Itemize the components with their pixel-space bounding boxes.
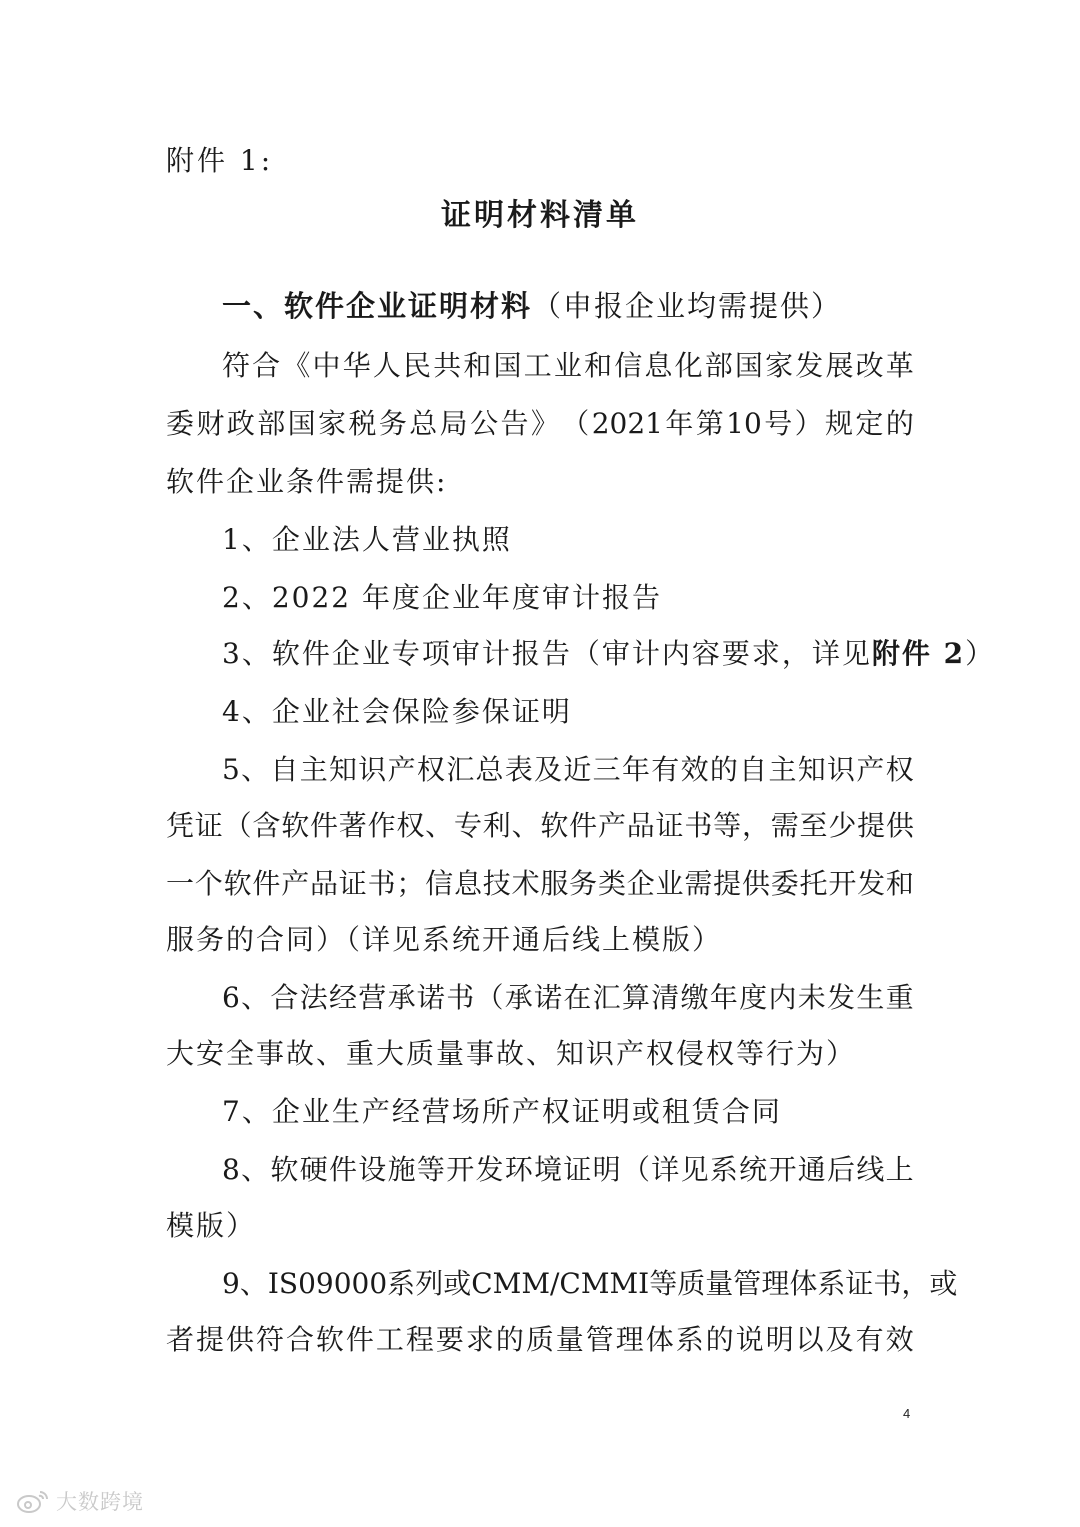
glyph: 以 xyxy=(795,1323,824,1356)
glyph: 作 xyxy=(367,809,396,842)
glyph: 线 xyxy=(856,1153,885,1186)
glyph: ） xyxy=(794,407,823,440)
glyph: 等 xyxy=(416,1153,445,1186)
glyph: 件 xyxy=(569,809,598,842)
glyph: 营 xyxy=(358,981,387,1014)
glyph: 国 xyxy=(734,349,763,382)
glyph: 凭 xyxy=(166,809,195,842)
glyph: 经 xyxy=(329,981,358,1014)
glyph: 品 xyxy=(626,809,655,842)
glyph: 符 xyxy=(222,349,251,382)
glyph: 后 xyxy=(827,1153,856,1186)
glyph: 2021 xyxy=(591,407,663,440)
glyph: ， xyxy=(901,1267,930,1300)
glyph: 权 xyxy=(885,753,914,786)
watermark xyxy=(16,1486,144,1516)
glyph: 施 xyxy=(387,1153,416,1186)
list-item-3 xyxy=(222,634,995,674)
glyph: 或 xyxy=(929,1267,958,1300)
glyph: 法 xyxy=(299,981,328,1014)
glyph: 业 xyxy=(553,349,582,382)
glyph: 和 xyxy=(463,349,492,382)
glyph: 境 xyxy=(534,1153,563,1186)
glyph: 或 xyxy=(443,1267,472,1300)
glyph: 供 xyxy=(885,809,914,842)
glyph: 书 xyxy=(873,1267,902,1300)
glyph: 等 xyxy=(713,809,742,842)
glyph: 民 xyxy=(403,349,432,382)
glyph: 列 xyxy=(415,1267,444,1300)
glyph: 产 xyxy=(387,753,416,786)
glyph: 华 xyxy=(342,349,371,382)
glyph: 财 xyxy=(196,407,225,440)
glyph: 在 xyxy=(563,981,592,1014)
glyph: 托 xyxy=(799,867,828,900)
glyph: 局 xyxy=(439,407,468,440)
glyph: 件 xyxy=(309,809,338,842)
glyph: IS09000 xyxy=(267,1267,388,1300)
section-heading-note: （申报企业均需提供） xyxy=(532,289,843,323)
glyph: 定 xyxy=(855,407,884,440)
glyph: （ xyxy=(621,1153,650,1186)
glyph: 产 xyxy=(597,809,626,842)
glyph: 一 xyxy=(166,867,195,900)
glyph: 质 xyxy=(525,1323,554,1356)
glyph: 息 xyxy=(453,867,482,900)
glyph: 务 xyxy=(378,407,407,440)
glyph: 未 xyxy=(797,981,826,1014)
glyph: 技 xyxy=(482,867,511,900)
glyph: 、 xyxy=(239,1267,268,1300)
glyph: 要 xyxy=(435,1323,464,1356)
glyph: 、 xyxy=(241,1153,270,1186)
glyph: 生 xyxy=(856,981,885,1014)
glyph: 、 xyxy=(241,981,270,1014)
glyph: 部 xyxy=(704,349,733,382)
glyph: 详 xyxy=(651,1153,680,1186)
glyph: 清 xyxy=(651,981,680,1014)
glyph: 产 xyxy=(281,867,310,900)
glyph: 《 xyxy=(282,349,311,382)
glyph: 和 xyxy=(885,867,914,900)
glyph: 管 xyxy=(585,1323,614,1356)
glyph: 、 xyxy=(241,753,270,786)
glyph: 知 xyxy=(797,753,826,786)
glyph: 识 xyxy=(827,753,856,786)
glyph: 工 xyxy=(523,349,552,382)
glyph: 承 xyxy=(504,981,533,1014)
glyph: 诺 xyxy=(534,981,563,1014)
glyph: 委 xyxy=(770,867,799,900)
glyph: ； xyxy=(396,867,425,900)
glyph: 及 xyxy=(825,1323,854,1356)
glyph: 权 xyxy=(396,809,425,842)
list-item-6-line: 大安全事故、重大质量事故、知识产权侵权等行为） xyxy=(166,1037,857,1070)
glyph: 税 xyxy=(348,407,377,440)
glyph: 利 xyxy=(482,809,511,842)
list-item-3-suffix: ） xyxy=(965,637,996,670)
glyph: 软 xyxy=(270,1153,299,1186)
glyph: 理 xyxy=(761,1267,790,1300)
list-item-5-line xyxy=(222,750,914,790)
list-item-6-line xyxy=(222,978,914,1018)
glyph: 程 xyxy=(405,1323,434,1356)
glyph: 展 xyxy=(825,349,854,382)
glyph: 量 xyxy=(555,1323,584,1356)
glyph: 个 xyxy=(194,867,223,900)
glyph: 件 xyxy=(252,867,281,900)
glyph: 系 xyxy=(817,1267,846,1300)
section-heading xyxy=(222,286,842,326)
glyph: 发 xyxy=(795,349,824,382)
intro-line xyxy=(166,404,914,444)
glyph: 统 xyxy=(739,1153,768,1186)
glyph: 类 xyxy=(597,867,626,900)
glyph: 部 xyxy=(257,407,286,440)
glyph: 开 xyxy=(768,1153,797,1186)
glyph: （ xyxy=(561,407,590,440)
list-item-5-line xyxy=(166,806,914,846)
glyph: 信 xyxy=(614,349,643,382)
glyph: 的 xyxy=(495,1323,524,1356)
glyph: 证 xyxy=(845,1267,874,1300)
glyph: 的 xyxy=(885,407,914,440)
glyph: 近 xyxy=(563,753,592,786)
list-item-8-line: 模版） xyxy=(166,1209,257,1242)
glyph: 硬 xyxy=(299,1153,328,1186)
glyph: 量 xyxy=(705,1267,734,1300)
glyph: 明 xyxy=(592,1153,621,1186)
glyph: 系 xyxy=(675,1323,704,1356)
glyph: 、 xyxy=(425,809,454,842)
list-item-8-line xyxy=(222,1150,914,1190)
glyph: 说 xyxy=(735,1323,764,1356)
glyph: 证 xyxy=(655,809,684,842)
attachment-2-reference: 附件 2 xyxy=(871,637,966,670)
glyph: 书 xyxy=(446,981,475,1014)
glyph: 9 xyxy=(222,1267,240,1300)
list-item-9-line xyxy=(222,1264,958,1304)
glyph: 度 xyxy=(739,981,768,1014)
glyph: 8 xyxy=(222,1153,240,1186)
glyph: 及 xyxy=(534,753,563,786)
list-item-3-text: 3、软件企业专项审计报告（审计内容要求，详见 xyxy=(222,637,872,670)
glyph: 合 xyxy=(252,349,281,382)
glyph: 自 xyxy=(739,753,768,786)
glyph: 汇 xyxy=(446,753,475,786)
glyph: 发 xyxy=(857,867,886,900)
glyph: 年 xyxy=(665,407,694,440)
glyph: 化 xyxy=(674,349,703,382)
glyph: 软 xyxy=(540,809,569,842)
glyph: 》 xyxy=(530,407,559,440)
glyph: 的 xyxy=(705,1323,734,1356)
glyph: 国 xyxy=(287,407,316,440)
list-item-5-line: 服务的合同）（详见系统开通后线上模版） xyxy=(166,923,723,956)
glyph: 需 xyxy=(770,809,799,842)
glyph: 识 xyxy=(358,753,387,786)
glyph: 工 xyxy=(375,1323,404,1356)
glyph: 告 xyxy=(500,407,529,440)
glyph: 企 xyxy=(626,867,655,900)
glyph: 术 xyxy=(511,867,540,900)
weibo-like-logo-icon xyxy=(16,1488,50,1514)
glyph: 品 xyxy=(309,867,338,900)
glyph: 知 xyxy=(329,753,358,786)
glyph: 第 xyxy=(695,407,724,440)
glyph: 软 xyxy=(223,867,252,900)
glyph: 信 xyxy=(425,867,454,900)
glyph: 体 xyxy=(789,1267,818,1300)
glyph: 息 xyxy=(644,349,673,382)
glyph: 开 xyxy=(446,1153,475,1186)
list-item-5-line xyxy=(166,864,914,904)
glyph: （ xyxy=(475,981,504,1014)
glyph: 著 xyxy=(338,809,367,842)
intro-line: 软件企业条件需提供: xyxy=(166,465,448,498)
glyph: 环 xyxy=(504,1153,533,1186)
glyph: 质 xyxy=(677,1267,706,1300)
glyph: 的 xyxy=(709,753,738,786)
list-item-9-line xyxy=(166,1320,914,1360)
list-item-4: 4、企业社会保险参保证明 xyxy=(222,695,572,728)
glyph: 委 xyxy=(166,407,195,440)
glyph: 明 xyxy=(765,1323,794,1356)
glyph: 算 xyxy=(621,981,650,1014)
glyph: 软 xyxy=(315,1323,344,1356)
glyph: 主 xyxy=(768,753,797,786)
list-item-1: 1、企业法人营业执照 xyxy=(222,523,512,556)
list-item-7: 7、企业生产经营场所产权证明或租赁合同 xyxy=(222,1095,782,1128)
glyph: 10 xyxy=(726,407,762,440)
page-number: 4 xyxy=(903,1406,911,1421)
glyph: 求 xyxy=(465,1323,494,1356)
glyph: 承 xyxy=(387,981,416,1014)
glyph: 件 xyxy=(329,1153,358,1186)
glyph: 业 xyxy=(655,867,684,900)
glyph: 软 xyxy=(281,809,310,842)
glyph: 供 xyxy=(225,1323,254,1356)
glyph: 5 xyxy=(222,753,240,786)
glyph: 自 xyxy=(270,753,299,786)
glyph: 提 xyxy=(195,1323,224,1356)
glyph: 系 xyxy=(387,1267,416,1300)
glyph: 公 xyxy=(470,407,499,440)
glyph: （ xyxy=(223,809,252,842)
glyph: 体 xyxy=(645,1323,674,1356)
glyph: 件 xyxy=(345,1323,374,1356)
glyph: 6 xyxy=(222,981,240,1014)
glyph: 主 xyxy=(299,753,328,786)
glyph: 权 xyxy=(416,753,445,786)
glyph: 发 xyxy=(475,1153,504,1186)
glyph: 号 xyxy=(764,407,793,440)
glyph: 效 xyxy=(680,753,709,786)
glyph: 、 xyxy=(511,809,540,842)
list-item-2: 2、2022 年度企业年度审计报告 xyxy=(222,581,662,614)
glyph: 提 xyxy=(857,809,886,842)
glyph: 上 xyxy=(885,1153,914,1186)
glyph: 提 xyxy=(713,867,742,900)
glyph: 少 xyxy=(828,809,857,842)
glyph: 见 xyxy=(680,1153,709,1186)
glyph: 改 xyxy=(855,349,884,382)
glyph: 至 xyxy=(799,809,828,842)
glyph: 设 xyxy=(358,1153,387,1186)
glyph: 人 xyxy=(372,349,401,382)
glyph: 理 xyxy=(615,1323,644,1356)
glyph: 缴 xyxy=(680,981,709,1014)
glyph: 家 xyxy=(765,349,794,382)
glyph: 管 xyxy=(733,1267,762,1300)
glyph: 有 xyxy=(651,753,680,786)
glyph: 书 xyxy=(684,809,713,842)
glyph: 等 xyxy=(649,1267,678,1300)
section-heading-text: 一、软件企业证明材料 xyxy=(222,289,533,323)
glyph: ， xyxy=(741,809,770,842)
glyph: 汇 xyxy=(592,981,621,1014)
glyph: 服 xyxy=(540,867,569,900)
glyph: 者 xyxy=(166,1323,195,1356)
glyph: 通 xyxy=(797,1153,826,1186)
attachment-label: 附件 1: xyxy=(166,144,274,177)
glyph: 内 xyxy=(768,981,797,1014)
glyph: 符 xyxy=(255,1323,284,1356)
glyph: 规 xyxy=(825,407,854,440)
intro-line xyxy=(222,346,914,386)
glyph: 需 xyxy=(684,867,713,900)
glyph: 合 xyxy=(285,1323,314,1356)
glyph: 证 xyxy=(338,867,367,900)
glyph: 重 xyxy=(885,981,914,1014)
glyph: 革 xyxy=(885,349,914,382)
glyph: 含 xyxy=(252,809,281,842)
glyph: 有 xyxy=(855,1323,884,1356)
glyph: 开 xyxy=(828,867,857,900)
glyph: 三 xyxy=(592,753,621,786)
glyph: 中 xyxy=(312,349,341,382)
glyph: 系 xyxy=(709,1153,738,1186)
glyph: 证 xyxy=(194,809,223,842)
glyph: 总 xyxy=(475,753,504,786)
glyph: 专 xyxy=(453,809,482,842)
glyph: 年 xyxy=(621,753,650,786)
glyph: 共 xyxy=(433,349,462,382)
glyph: 效 xyxy=(885,1323,914,1356)
glyph: 家 xyxy=(318,407,347,440)
glyph: 政 xyxy=(226,407,255,440)
glyph: 总 xyxy=(409,407,438,440)
glyph: 产 xyxy=(856,753,885,786)
watermark-text: 大数跨境 xyxy=(56,1490,144,1514)
glyph: CMM/CMMI xyxy=(471,1267,650,1300)
glyph: 年 xyxy=(709,981,738,1014)
glyph: 国 xyxy=(493,349,522,382)
glyph: 务 xyxy=(569,867,598,900)
glyph: 书 xyxy=(367,867,396,900)
glyph: 和 xyxy=(584,349,613,382)
glyph: 诺 xyxy=(416,981,445,1014)
document-title: 证明材料清单 xyxy=(441,198,639,233)
glyph: 发 xyxy=(827,981,856,1014)
glyph: 供 xyxy=(741,867,770,900)
glyph: 证 xyxy=(563,1153,592,1186)
glyph: 合 xyxy=(270,981,299,1014)
glyph: 表 xyxy=(504,753,533,786)
